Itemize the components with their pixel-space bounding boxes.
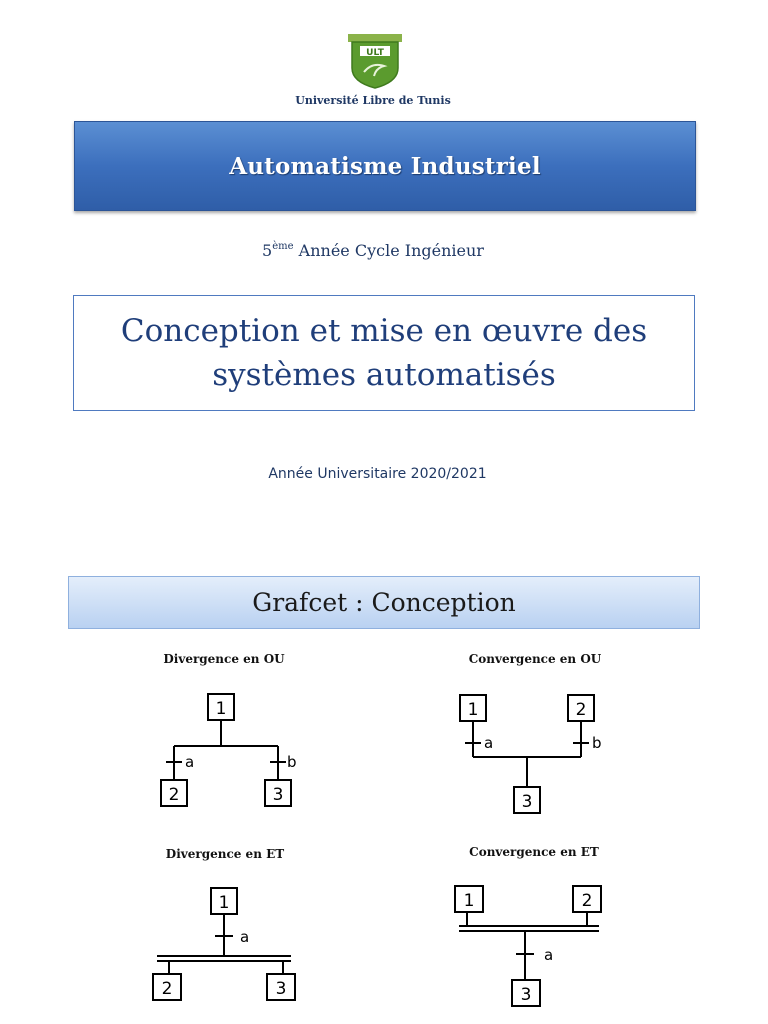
university-name: Université Libre de Tunis [295,94,451,107]
step-3: 3 [272,785,284,805]
caption-divergence-ou: Divergence en OU [163,652,285,666]
diagram-divergence-ou [150,680,310,818]
section-title: Grafcet : Conception [252,588,516,617]
course-banner [74,121,696,211]
diagram-convergence-ou [450,683,620,823]
step-1: 1 [463,891,475,911]
course-title-line1: Conception et mise en œuvre des [120,313,648,349]
academic-year: Année Universitaire 2020/2021 [268,466,487,482]
university-logo [346,32,404,90]
step-1: 1 [215,699,227,719]
course-title [121,309,647,397]
step-3: 3 [521,792,533,812]
step-1: 1 [467,700,479,720]
course-title-box [73,295,695,411]
level-number: 5 [262,241,273,260]
step-2: 2 [168,785,180,805]
step-2: 2 [575,700,587,720]
level-text: Année Cycle Ingénieur [293,241,484,260]
condition-a: a [484,734,494,752]
study-level [0,241,746,260]
step-2: 2 [161,979,173,999]
caption-convergence-et: Convergence en ET [469,845,599,859]
caption-divergence-et: Divergence en ET [165,847,285,861]
condition-b: b [287,753,297,771]
condition-a: a [185,753,195,771]
course-title-line2: systèmes automatisés [212,357,556,393]
step-2: 2 [581,891,593,911]
logo-text: ULT [366,48,384,58]
caption-convergence-ou: Convergence en OU [468,652,602,666]
step-1: 1 [218,893,230,913]
condition-a: a [544,946,554,964]
level-sup: ème [272,241,294,252]
diagram-divergence-et [145,876,305,1014]
diagram-convergence-et [445,876,615,1016]
banner-title: Automatisme Industriel [229,152,541,180]
condition-a: a [240,928,250,946]
section-header [68,576,700,629]
step-3: 3 [275,979,287,999]
step-3: 3 [520,985,532,1005]
condition-b: b [592,734,602,752]
